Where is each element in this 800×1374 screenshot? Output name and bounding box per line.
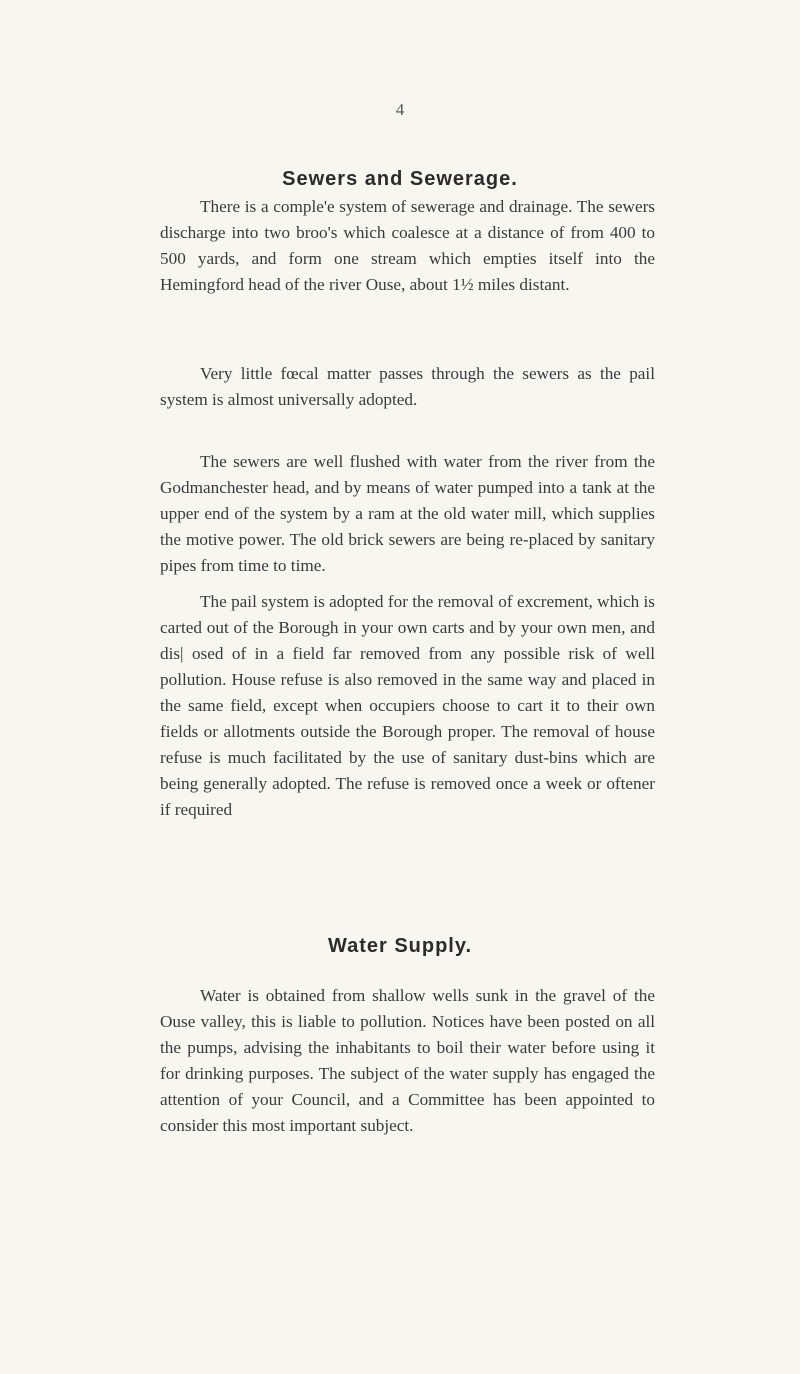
section-heading-sewers: Sewers and Sewerage. (282, 168, 518, 190)
paragraph-sewerage-system: There is a comple'e system of sewerage and drainage. The sewers discharge into two broo's which coalesce at a distance of from 400 to 500 yards, and form one stream which empties itself into the Hemingford head of the river Ouse, about 1½ miles distant. (160, 197, 655, 294)
page-number: 4 (395, 100, 405, 119)
section-heading-water-supply: Water Supply. (327, 935, 473, 957)
paragraph-sewer-flushing: The sewers are well flushed with water from the river from the Godmanchester head, and by means of water pumped into a tank at the upper end of the system by a ram at the old water mill, which supplies the motive power. The old brick sewers are being re-placed by sanitary pipes from time to time. (160, 452, 655, 575)
paragraph-faecal-matter: Very little fœcal matter passes through the sewers as the pail system is almost universally adopted. (160, 364, 655, 409)
paragraph-water-supply: Water is obtained from shallow wells sunk in the gravel of the Ouse valley, this is liable to pollution. Notices have been posted on all the pumps, advising the inhabitants to boil their water before using it for drinking purposes. The subject of the water supply has engaged the attention of your Council, and a Committee has been appointed to consider this most important subject. (160, 986, 655, 1135)
paragraph-pail-system: The pail system is adopted for the removal of excrement, which is carted out of the Borough in your own carts and by your own men, and dis| osed of in a field far removed from any possible risk of well pollution. House refuse is also removed in the same way and placed in the same field, except when occupiers choose to cart it to their own fields or allotments outside the Borough proper. The removal of house refuse is much facilitated by the use of sanitary dust-bins which are being generally adopted. The refuse is removed once a week or oftener if required (160, 592, 655, 819)
